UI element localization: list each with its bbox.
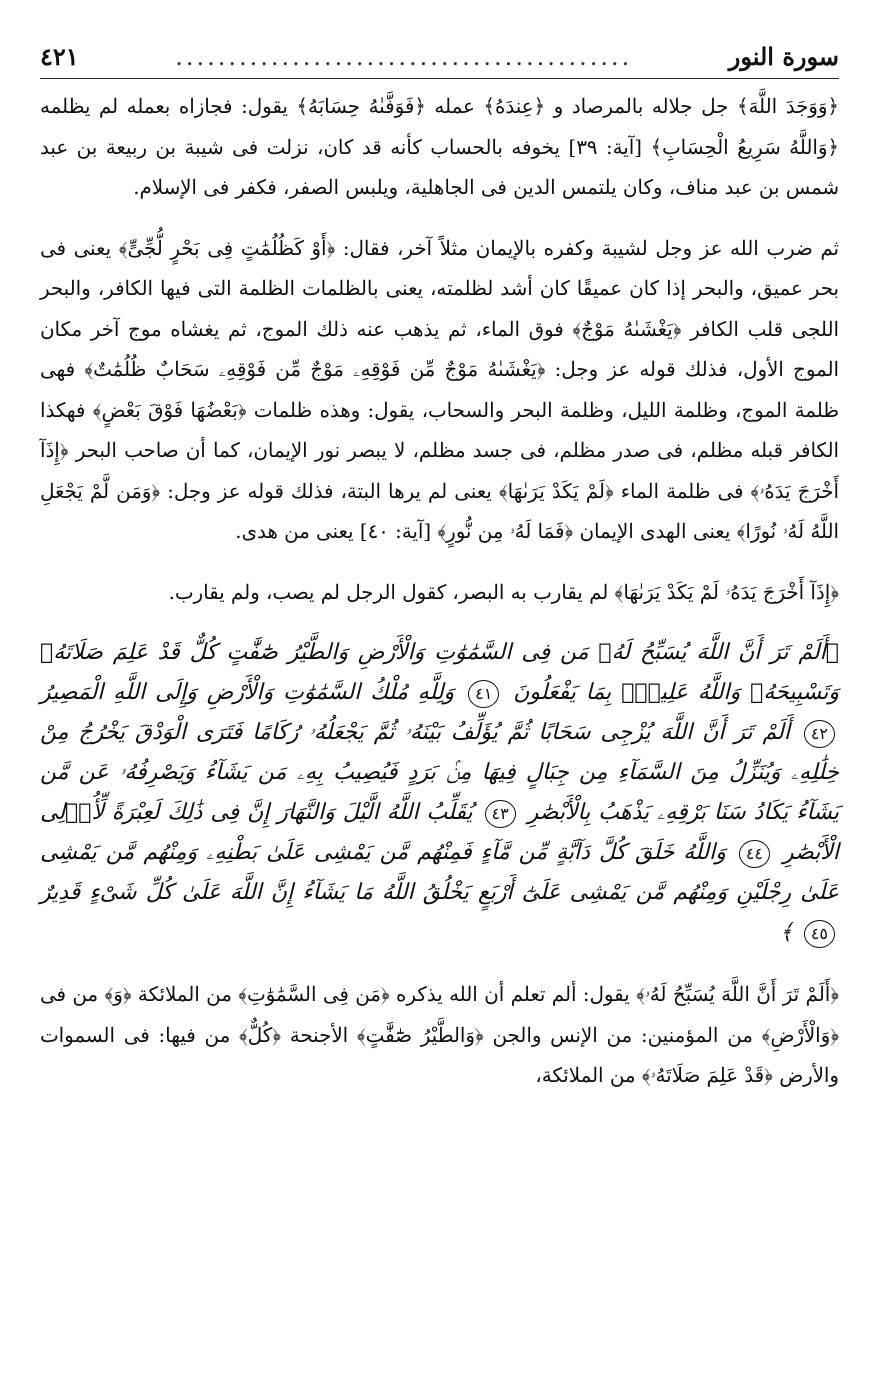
verse-42-text: وَلِلَّهِ مُلْكُ السَّمَٰوَٰتِ وَالْأَرْضِ وَإِلَى اللَّهِ الْمَصِيرُ [40,680,455,705]
verse-41-text: ﴿أَلَمْ تَرَ أَنَّ اللَّهَ يُسَبِّحُ لَهُۥ مَن فِى السَّمَٰوَٰتِ وَالْأَرْضِ وَالطَّيْرُ صَٰٓفَّٰتٍ كُلٌّ قَدْ عَلِمَ صَلَاتَهُۥ وَتَسْبِيحَهُۥ وَاللَّهُ عَلِيمٌۢ بِمَا يَفْعَلُونَ [40,640,840,705]
commentary-paragraph-1: ﴿وَوَجَدَ اللَّهَ﴾ جل جلاله بالمرصاد و ﴿عِندَهُ﴾ عمله ﴿فَوَفَّىٰهُ حِسَابَهُ﴾ يقول: فجازاه بعمله لم يظلمه ﴿وَاللَّهُ سَرِيعُ الْحِسَابِ﴾ [آية: ٣٩] يخوفه بالحساب كأنه قد كان، نزلت فى شيبة بن ربيعة بن عبد شمس بن عبد مناف، وكان يلتمس الدين فى الجاهلية، ويلبس الصفر، فكفر فى الإسلام. [40,95,839,199]
commentary-paragraph-3: ﴿إِذَآ أَخْرَجَ يَدَهُۥ لَمْ يَكَدْ يَرَىٰهَا﴾ لم يقارب به البصر، كقول الرجل لم يصب، ولم يقارب. [168,580,839,604]
quran-verses-block [40,633,839,953]
verse-44-number: ٤٤ [739,840,770,868]
verses-closing-bracket: ﴾ [779,920,793,945]
commentary-paragraph-4: ﴿أَلَمْ تَرَ أَنَّ اللَّهَ يُسَبِّحُ لَهُۥ﴾ يقول: ألم تعلم أن الله يذكره ﴿مَن فِى السَّمَٰوَٰتِ﴾ من الملائكة ﴿وَ﴾ من فى ﴿وَالْأَرْضِ﴾ من المؤمنين: من الإنس والجن ﴿وَالطَّيْرُ صَٰٓفَّٰتٍ﴾ الأجنحة ﴿كُلٌّ﴾ من فيها: فى السموات والأرض ﴿قَدْ عَلِمَ صَلَاتَهُۥ﴾ من الملائكة، [40,983,839,1087]
verse-42-number: ٤٢ [804,720,835,748]
verse-41-number: ٤١ [468,680,499,708]
header-dot-leader: ........................................... [175,43,633,71]
verse-45-number: ٤٥ [804,920,835,948]
verse-44-text: يُقَلِّبُ اللَّهُ الَّيْلَ وَالنَّهَارَ إِنَّ فِى ذَٰلِكَ لَعِبْرَةً لِّأُو۟لِى الْأَبْصَٰرِ [40,800,839,865]
verse-43-number: ٤٣ [485,800,516,828]
verse-43-text: أَلَمْ تَرَ أَنَّ اللَّهَ يُزْجِى سَحَابًا ثُمَّ يُؤَلِّفُ بَيْنَهُۥ ثُمَّ يَجْعَلُهُۥ رُكَامًا فَتَرَى الْوَدْقَ يَخْرُجُ مِنْ خِلَٰلِهِۦ وَيُنَزِّلُ مِنَ السَّمَآءِ مِن جِبَالٍ فِيهَا مِنۢ بَرَدٍ فَيُصِيبُ بِهِۦ مَن يَشَآءُ وَيَصْرِفُهُۥ عَن مَّن يَشَآءُ يَكَادُ سَنَا بَرْقِهِۦ يَذْهَبُ بِالْأَبْصَٰرِ [40,720,839,825]
commentary-paragraph-2: ثم ضرب الله عز وجل لشيبة وكفره بالإيمان مثلاً آخر، فقال: ﴿أَوْ كَظُلُمَٰتٍ فِى بَحْرٍ لُّجِّىٍّ﴾ يعنى فى بحر عميق، والبحر إذا كان عميقًا كان أشد لظلمته، يعنى بالظلمات الظلمة التى فيها الكافر، والبحر اللجى قلب الكافر ﴿يَغْشَىٰهُ مَوْجٌ﴾ فوق الماء، ثم يذهب عنه ذلك الموج، ثم يغشاه موج آخر مكان الموج الأول، فذلك قوله عز وجل: ﴿يَغْشَىٰهُ مَوْجٌ مِّن فَوْقِهِۦ مَوْجٌ مِّن فَوْقِهِۦ سَحَابٌ ظُلُمَٰتٌ﴾ فهى ظلمة الموج، وظلمة الليل، وظلمة البحر والسحاب، يقول: وهذه ظلمات ﴿بَعْضُهَا فَوْقَ بَعْضٍ﴾ فهكذا الكافر قبله مظلم، فى صدر مظلم، فى جسد مظلم، لا يبصر نور الإيمان، كما أن صاحب البحر ﴿إِذَآ أَخْرَجَ يَدَهُۥ﴾ فى ظلمة الماء ﴿لَمْ يَكَدْ يَرَىٰهَا﴾ يعنى لم يرها البتة، فذلك قوله عز وجل: ﴿وَمَن لَّمْ يَجْعَلِ اللَّهُ لَهُۥ نُورًا﴾ يعنى الهدى الإيمان ﴿فَمَا لَهُۥ مِن نُّورٍ﴾ [آية: ٤٠] يعنى من هدى. [40,236,839,543]
page-header [40,40,839,78]
header-rule [40,78,839,79]
page-number: ٤٢١ [40,42,79,71]
surah-title: سورة النور [728,42,839,71]
verse-45-text: وَاللَّهُ خَلَقَ كُلَّ دَآبَّةٍ مِّن مَّآءٍ فَمِنْهُم مَّن يَمْشِى عَلَىٰ بَطْنِهِۦ وَمِنْهُم مَّن يَمْشِى عَلَىٰ رِجْلَيْنِ وَمِنْهُم مَّن يَمْشِى عَلَىٰٓ أَرْبَعٍ يَخْلُقُ اللَّهُ مَا يَشَآءُ إِنَّ اللَّهَ عَلَىٰ كُلِّ شَىْءٍ قَدِيرٌ [40,840,839,905]
